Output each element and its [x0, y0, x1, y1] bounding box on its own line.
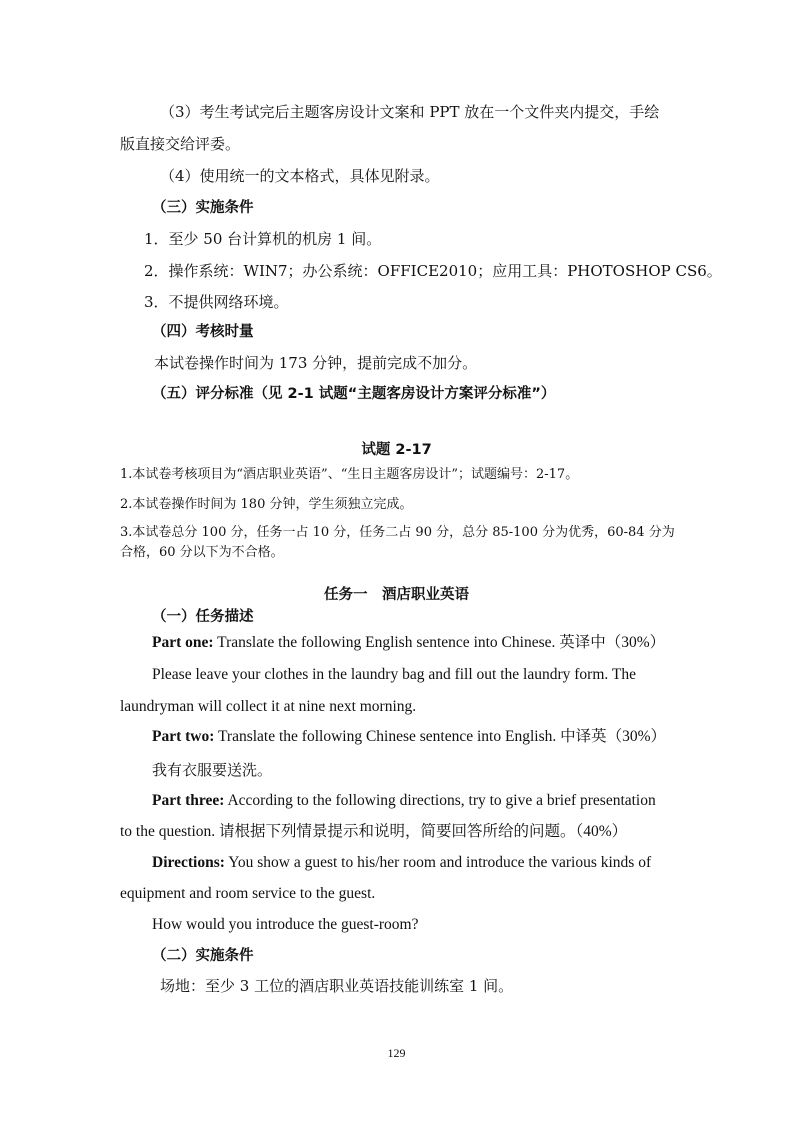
question: How would you introduce the guest-room? — [152, 916, 419, 933]
part-three-line2: to the question. 请根据下列情景提示和说明，简要回答所给的问题。（40%） — [120, 823, 628, 840]
section3-heading: （三）实施条件 — [152, 200, 254, 216]
venue-text: 场地：至少 3 工位的酒店职业英语技能训练室 1 间。 — [160, 977, 514, 995]
exam-note-3-line2: 合格，60 分以下为不合格。 — [120, 545, 284, 560]
part-one-sentence-line2: laundryman will collect it at nine next morning. — [120, 698, 417, 715]
exam-note-2: 2.本试卷操作时间为 180 分钟，学生须独立完成。 — [120, 497, 413, 512]
directions-label: Directions: — [152, 854, 225, 871]
part-one-label: Part one: — [152, 634, 214, 651]
condition-3: 3．不提供网络环境。 — [144, 293, 289, 311]
directions — [152, 853, 651, 873]
item3-line2: 版直接交给评委。 — [120, 135, 241, 153]
exam-title: 试题 2-17 — [361, 442, 432, 458]
section4-heading: （四）考核时量 — [152, 324, 254, 340]
section5-heading: （五）评分标准（见 2-1 试题“主题客房设计方案评分标准”） — [152, 386, 556, 402]
task1-title: 任务一 酒店职业英语 — [324, 587, 469, 603]
part-two — [152, 727, 666, 747]
part-one-sentence-line1: Please leave your clothes in the laundry bag and fill out the laundry form. The — [152, 666, 636, 683]
part-two-sentence: 我有衣服要送洗。 — [152, 761, 273, 779]
time-text: 本试卷操作时间为 173 分钟，提前完成不加分。 — [154, 354, 478, 372]
part-three-label: Part three: — [152, 792, 225, 809]
item4-text: （4）使用统一的文本格式，具体见附录。 — [160, 167, 440, 185]
part-one-instruction: Translate the following English sentence into Chinese. 英译中（30%） — [213, 634, 666, 651]
item3-line1: （3）考生考试完后主题客房设计文案和 PPT 放在一个文件夹内提交，手绘 — [160, 103, 660, 121]
part-two-label: Part two: — [152, 728, 215, 745]
part-three — [152, 791, 656, 811]
exam-note-3-line1: 3.本试卷总分 100 分，任务一占 10 分，任务二占 90 分，总分 85-100 分为优秀，60-84 分为 — [120, 525, 675, 540]
directions-text: You show a guest to his/her room and introduce the various kinds of — [224, 854, 652, 871]
page-number: 129 — [387, 1046, 406, 1060]
part-one — [152, 633, 665, 653]
directions-line2: equipment and room service to the guest. — [120, 885, 376, 902]
condition-1: 1．至少 50 台计算机的机房 1 间。 — [144, 230, 382, 248]
task-description-heading: （一）任务描述 — [152, 609, 254, 625]
condition-2: 2．操作系统：WIN7；办公系统：OFFICE2010；应用工具：PHOTOSHOP CS6。 — [144, 262, 722, 280]
part-two-instruction: Translate the following Chinese sentence into English. 中译英（30%） — [214, 728, 667, 745]
conditions-heading: （二）实施条件 — [152, 948, 254, 964]
exam-note-1: 1.本试卷考核项目为“酒店职业英语”、“生日主题客房设计”；试题编号：2-17。 — [120, 467, 579, 482]
part-three-instruction: According to the following directions, try to give a brief presentation — [224, 792, 656, 809]
